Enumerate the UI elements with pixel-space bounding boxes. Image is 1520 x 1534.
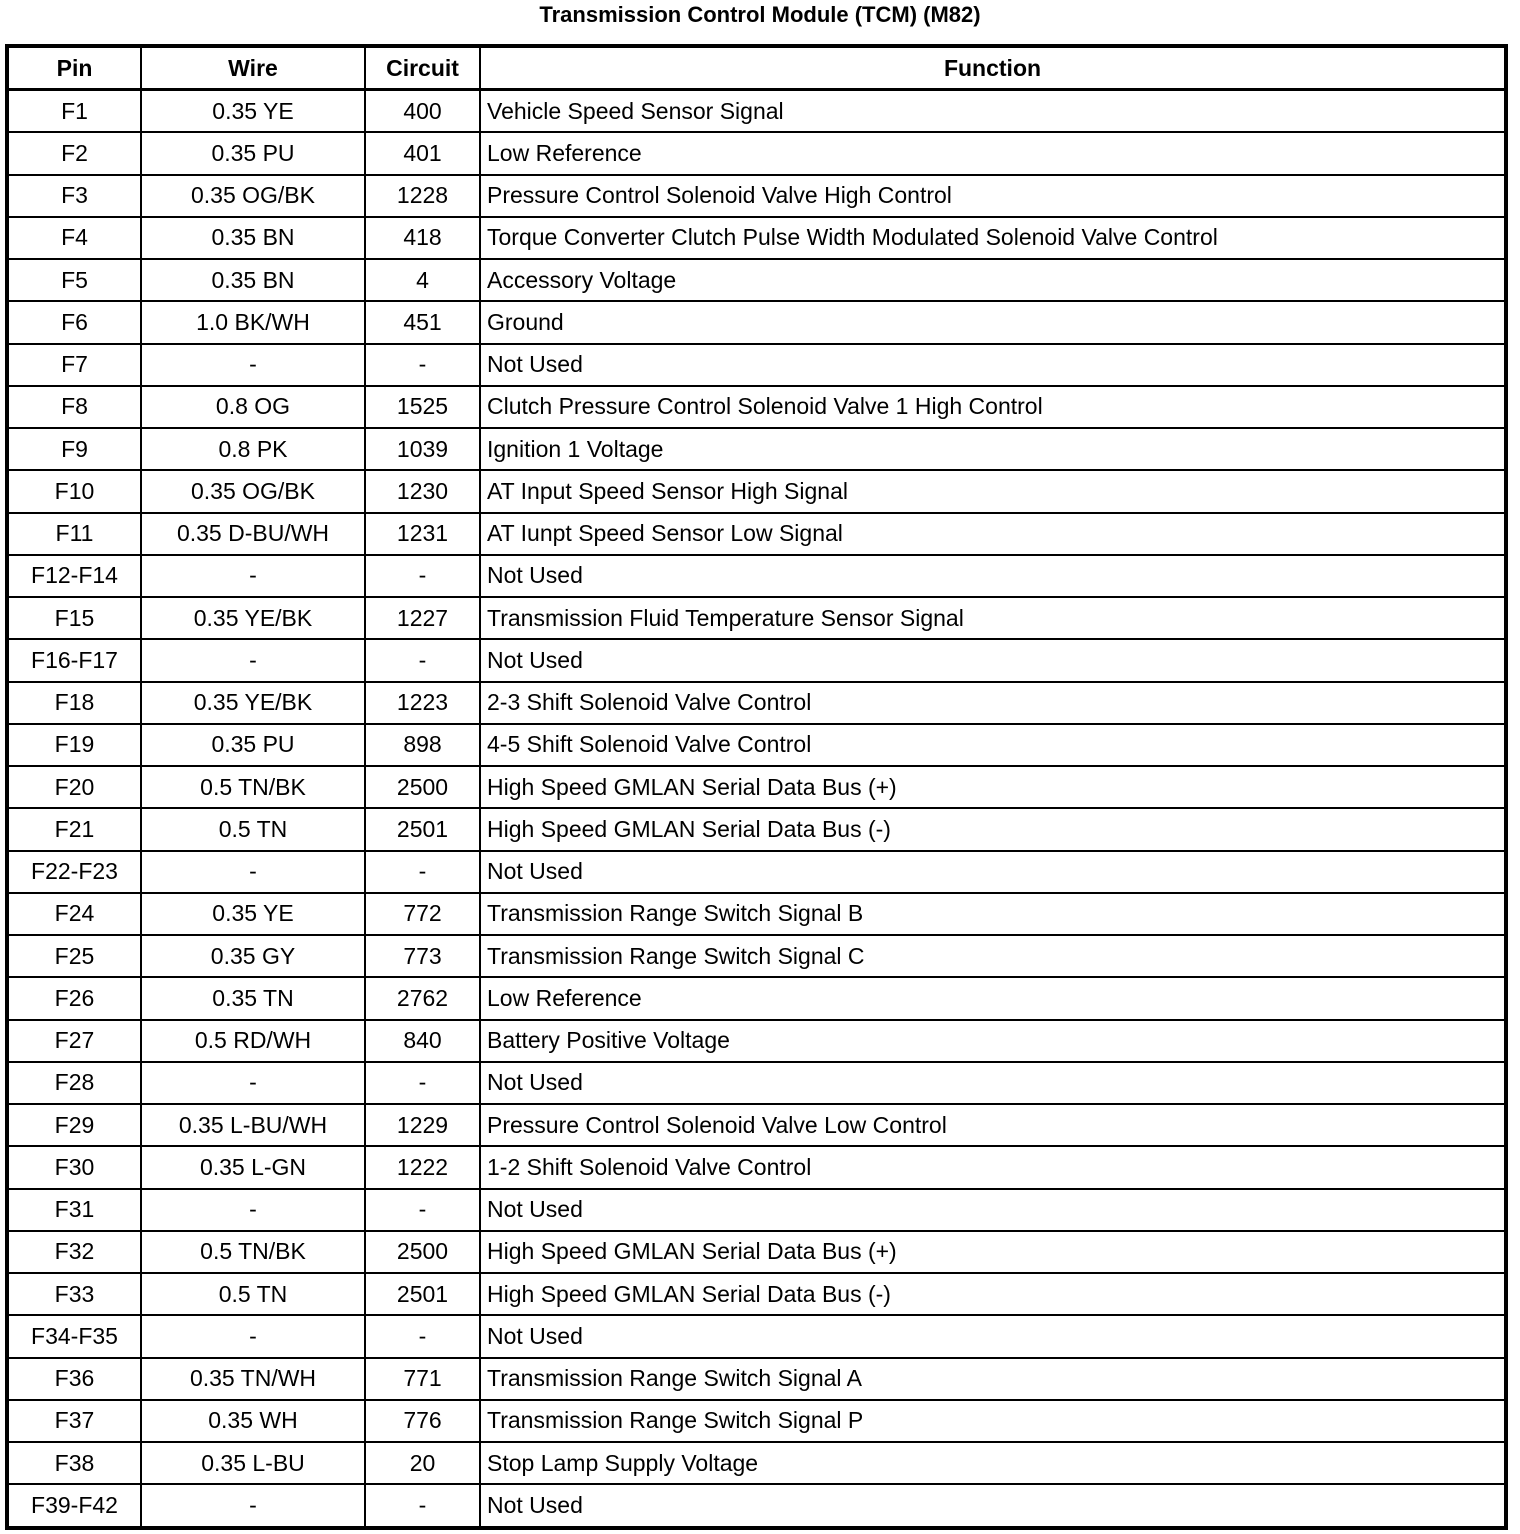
wire-cell: 0.35 YE [141, 893, 365, 935]
circuit-cell: 2501 [365, 808, 480, 850]
circuit-cell: 2500 [365, 766, 480, 808]
pin-cell: F7 [7, 344, 141, 386]
wire-cell: 0.35 BN [141, 217, 365, 259]
wire-cell: 0.35 OG/BK [141, 470, 365, 512]
circuit-cell: 20 [365, 1442, 480, 1484]
table-row [7, 132, 1506, 174]
circuit-cell: 451 [365, 301, 480, 343]
function-cell: Not Used [480, 1189, 1506, 1231]
pin-cell: F39-F42 [7, 1484, 141, 1528]
table-row [7, 1358, 1506, 1400]
table-row [7, 1442, 1506, 1484]
wire-cell: 0.8 PK [141, 428, 365, 470]
circuit-cell: 2500 [365, 1231, 480, 1273]
table-row [7, 1400, 1506, 1442]
function-cell: Not Used [480, 851, 1506, 893]
circuit-cell: 772 [365, 893, 480, 935]
wire-cell: 0.35 L-GN [141, 1146, 365, 1188]
page-title: Transmission Control Module (TCM) (M82) [539, 2, 981, 27]
table-row [7, 301, 1506, 343]
wire-cell: 0.35 L-BU [141, 1442, 365, 1484]
circuit-cell: - [365, 1484, 480, 1528]
pin-cell: F24 [7, 893, 141, 935]
circuit-cell: - [365, 555, 480, 597]
table-row [7, 513, 1506, 555]
table-row [7, 1062, 1506, 1104]
wire-cell: 0.5 TN [141, 1273, 365, 1315]
circuit-cell: 1231 [365, 513, 480, 555]
pin-cell: F30 [7, 1146, 141, 1188]
function-cell: Clutch Pressure Control Solenoid Valve 1 High Control [480, 386, 1506, 428]
wire-cell: 0.35 YE/BK [141, 682, 365, 724]
table-row [7, 1231, 1506, 1273]
wire-cell: 0.35 YE [141, 90, 365, 133]
table-row [7, 639, 1506, 681]
wire-cell: - [141, 851, 365, 893]
wire-cell: 0.35 PU [141, 132, 365, 174]
pin-cell: F6 [7, 301, 141, 343]
table-row [7, 259, 1506, 301]
table-row [7, 470, 1506, 512]
wire-cell: - [141, 1484, 365, 1528]
function-cell: Vehicle Speed Sensor Signal [480, 90, 1506, 133]
pin-cell: F20 [7, 766, 141, 808]
wire-cell: - [141, 639, 365, 681]
wire-cell: 0.8 OG [141, 386, 365, 428]
pin-cell: F33 [7, 1273, 141, 1315]
function-cell: Not Used [480, 1315, 1506, 1357]
pin-cell: F25 [7, 935, 141, 977]
circuit-cell: 1525 [365, 386, 480, 428]
function-cell: Not Used [480, 639, 1506, 681]
table-row [7, 1020, 1506, 1062]
pin-column-header: Pin [7, 46, 141, 90]
pin-cell: F28 [7, 1062, 141, 1104]
function-cell: Not Used [480, 1062, 1506, 1104]
pin-cell: F34-F35 [7, 1315, 141, 1357]
function-cell: Transmission Range Switch Signal A [480, 1358, 1506, 1400]
table-body [7, 90, 1506, 1529]
pin-cell: F37 [7, 1400, 141, 1442]
function-cell: Stop Lamp Supply Voltage [480, 1442, 1506, 1484]
function-cell: High Speed GMLAN Serial Data Bus (+) [480, 766, 1506, 808]
table-row [7, 893, 1506, 935]
wire-cell: - [141, 344, 365, 386]
function-cell: Battery Positive Voltage [480, 1020, 1506, 1062]
circuit-cell: 1228 [365, 175, 480, 217]
function-cell: Not Used [480, 555, 1506, 597]
pin-cell: F5 [7, 259, 141, 301]
circuit-cell: 4 [365, 259, 480, 301]
function-cell: High Speed GMLAN Serial Data Bus (-) [480, 808, 1506, 850]
wire-cell: - [141, 1062, 365, 1104]
table-row [7, 1315, 1506, 1357]
circuit-cell: 2501 [365, 1273, 480, 1315]
pin-cell: F21 [7, 808, 141, 850]
pin-cell: F36 [7, 1358, 141, 1400]
circuit-cell: - [365, 344, 480, 386]
circuit-cell: 418 [365, 217, 480, 259]
circuit-cell: 1039 [365, 428, 480, 470]
table-row [7, 1189, 1506, 1231]
function-cell: Not Used [480, 344, 1506, 386]
table-row [7, 1146, 1506, 1188]
function-cell: Not Used [480, 1484, 1506, 1528]
function-cell: Transmission Range Switch Signal B [480, 893, 1506, 935]
table-row [7, 386, 1506, 428]
table-row [7, 1273, 1506, 1315]
pin-cell: F4 [7, 217, 141, 259]
function-cell: 1-2 Shift Solenoid Valve Control [480, 1146, 1506, 1188]
circuit-cell: 1222 [365, 1146, 480, 1188]
wire-cell: 0.5 TN [141, 808, 365, 850]
pin-cell: F32 [7, 1231, 141, 1273]
table-row [7, 808, 1506, 850]
pin-cell: F8 [7, 386, 141, 428]
table-row [7, 1484, 1506, 1528]
circuit-cell: 898 [365, 724, 480, 766]
table-row [7, 555, 1506, 597]
pin-cell: F15 [7, 597, 141, 639]
table-row [7, 682, 1506, 724]
table-row [7, 175, 1506, 217]
wire-cell: 0.5 RD/WH [141, 1020, 365, 1062]
function-cell: Transmission Range Switch Signal P [480, 1400, 1506, 1442]
wire-cell: 0.35 BN [141, 259, 365, 301]
circuit-cell: 400 [365, 90, 480, 133]
table-row [7, 597, 1506, 639]
pin-cell: F22-F23 [7, 851, 141, 893]
wire-cell: - [141, 1315, 365, 1357]
pin-cell: F2 [7, 132, 141, 174]
wire-cell: 1.0 BK/WH [141, 301, 365, 343]
circuit-cell: - [365, 1315, 480, 1357]
circuit-cell: 771 [365, 1358, 480, 1400]
function-cell: Pressure Control Solenoid Valve High Control [480, 175, 1506, 217]
wire-column-header: Wire [141, 46, 365, 90]
table-row [7, 344, 1506, 386]
pin-cell: F9 [7, 428, 141, 470]
wire-cell: 0.35 PU [141, 724, 365, 766]
wire-cell: 0.5 TN/BK [141, 1231, 365, 1273]
table-row [7, 90, 1506, 133]
wire-cell: 0.35 TN [141, 977, 365, 1019]
circuit-cell: 773 [365, 935, 480, 977]
circuit-cell: 1230 [365, 470, 480, 512]
pin-cell: F18 [7, 682, 141, 724]
function-cell: Low Reference [480, 977, 1506, 1019]
table-row [7, 1104, 1506, 1146]
wire-cell: 0.5 TN/BK [141, 766, 365, 808]
circuit-cell: 401 [365, 132, 480, 174]
pin-cell: F27 [7, 1020, 141, 1062]
circuit-cell: 2762 [365, 977, 480, 1019]
function-cell: AT Input Speed Sensor High Signal [480, 470, 1506, 512]
pin-cell: F11 [7, 513, 141, 555]
wire-cell: - [141, 1189, 365, 1231]
function-cell: Ignition 1 Voltage [480, 428, 1506, 470]
wire-cell: 0.35 TN/WH [141, 1358, 365, 1400]
function-cell: Ground [480, 301, 1506, 343]
table-row [7, 724, 1506, 766]
table-row [7, 428, 1506, 470]
wire-cell: 0.35 L-BU/WH [141, 1104, 365, 1146]
circuit-column-header: Circuit [365, 46, 480, 90]
function-cell: Torque Converter Clutch Pulse Width Modulated Solenoid Valve Control [480, 217, 1506, 259]
pin-cell: F19 [7, 724, 141, 766]
function-cell: Low Reference [480, 132, 1506, 174]
circuit-cell: 1223 [365, 682, 480, 724]
circuit-cell: 1227 [365, 597, 480, 639]
function-cell: Accessory Voltage [480, 259, 1506, 301]
connector-pinout-table [5, 44, 1508, 1530]
circuit-cell: - [365, 851, 480, 893]
pin-cell: F1 [7, 90, 141, 133]
function-cell: 4-5 Shift Solenoid Valve Control [480, 724, 1506, 766]
circuit-cell: - [365, 1062, 480, 1104]
function-cell: Transmission Fluid Temperature Sensor Signal [480, 597, 1506, 639]
circuit-cell: - [365, 639, 480, 681]
table-row [7, 851, 1506, 893]
function-column-header: Function [480, 46, 1506, 90]
table-header-row [7, 46, 1506, 90]
function-cell: High Speed GMLAN Serial Data Bus (-) [480, 1273, 1506, 1315]
circuit-cell: - [365, 1189, 480, 1231]
pin-cell: F3 [7, 175, 141, 217]
circuit-cell: 1229 [365, 1104, 480, 1146]
function-cell: High Speed GMLAN Serial Data Bus (+) [480, 1231, 1506, 1273]
function-cell: AT Iunpt Speed Sensor Low Signal [480, 513, 1506, 555]
pin-cell: F26 [7, 977, 141, 1019]
pin-cell: F12-F14 [7, 555, 141, 597]
pin-cell: F29 [7, 1104, 141, 1146]
function-cell: Pressure Control Solenoid Valve Low Control [480, 1104, 1506, 1146]
function-cell: 2-3 Shift Solenoid Valve Control [480, 682, 1506, 724]
wire-cell: 0.35 GY [141, 935, 365, 977]
pin-cell: F10 [7, 470, 141, 512]
wire-cell: 0.35 YE/BK [141, 597, 365, 639]
pin-cell: F38 [7, 1442, 141, 1484]
function-cell: Transmission Range Switch Signal C [480, 935, 1506, 977]
table-row [7, 977, 1506, 1019]
table-row [7, 935, 1506, 977]
wire-cell: 0.35 WH [141, 1400, 365, 1442]
wire-cell: 0.35 OG/BK [141, 175, 365, 217]
wire-cell: - [141, 555, 365, 597]
circuit-cell: 840 [365, 1020, 480, 1062]
circuit-cell: 776 [365, 1400, 480, 1442]
pin-cell: F16-F17 [7, 639, 141, 681]
table-row [7, 217, 1506, 259]
pin-cell: F31 [7, 1189, 141, 1231]
wire-cell: 0.35 D-BU/WH [141, 513, 365, 555]
table-row [7, 766, 1506, 808]
